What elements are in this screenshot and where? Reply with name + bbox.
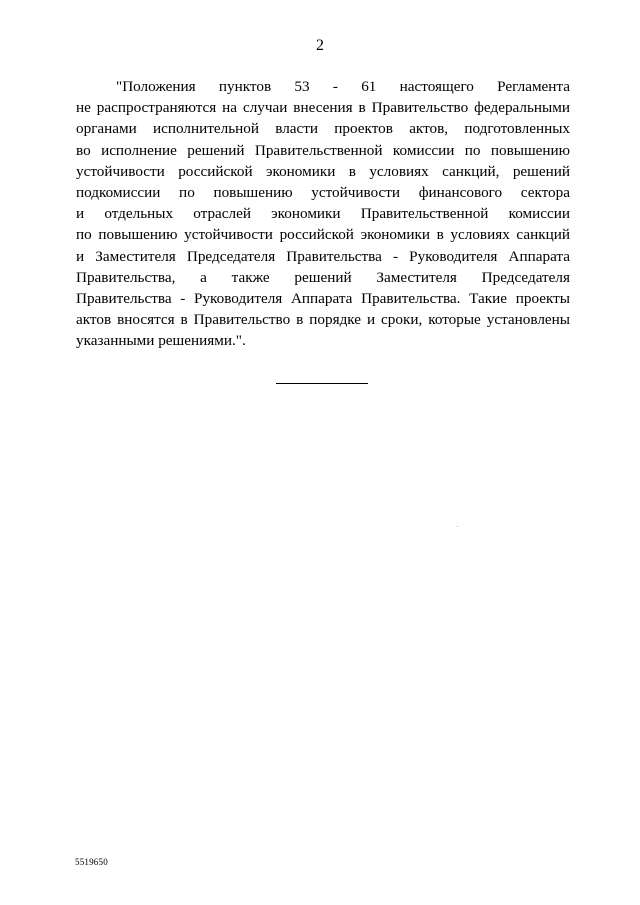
- paragraph-line: и Заместителя Председателя Правительства - Руководителя Аппарата: [76, 247, 570, 265]
- page-number: 2: [316, 37, 324, 54]
- paragraph-line: актов вносятся в Правительство в порядке и сроки, которые установлены: [76, 311, 570, 329]
- paragraph-line: во исполнение решений Правительственной комиссии по повышению: [76, 141, 570, 159]
- paragraph-line: Правительства - Руководителя Аппарата Правительства. Такие проекты: [76, 289, 570, 307]
- paragraph-line: по повышению устойчивости российской экономики в условиях санкций: [76, 226, 570, 244]
- paragraph-line: не распространяются на случаи внесения в Правительство федеральными: [76, 99, 570, 117]
- paragraph-line: и отдельных отраслей экономики Правительственной комиссии: [76, 205, 570, 223]
- paragraph-line: подкомиссии по повышению устойчивости финансового сектора: [76, 183, 570, 201]
- regulation-paragraph: [76, 76, 570, 351]
- scan-speck: [457, 526, 458, 527]
- document-code: 5519650: [75, 857, 108, 867]
- paragraph-line: "Положения пунктов 53 - 61 настоящего Регламента: [116, 78, 570, 95]
- end-separator-line: [276, 383, 368, 384]
- paragraph-line: устойчивости российской экономики в условиях санкций, решений: [76, 162, 570, 180]
- paragraph-line: органами исполнительной власти проектов актов, подготовленных: [76, 120, 570, 138]
- paragraph-line: Правительства, а также решений Заместителя Председателя: [76, 268, 570, 286]
- paragraph-line: указанными решениями.".: [76, 332, 246, 350]
